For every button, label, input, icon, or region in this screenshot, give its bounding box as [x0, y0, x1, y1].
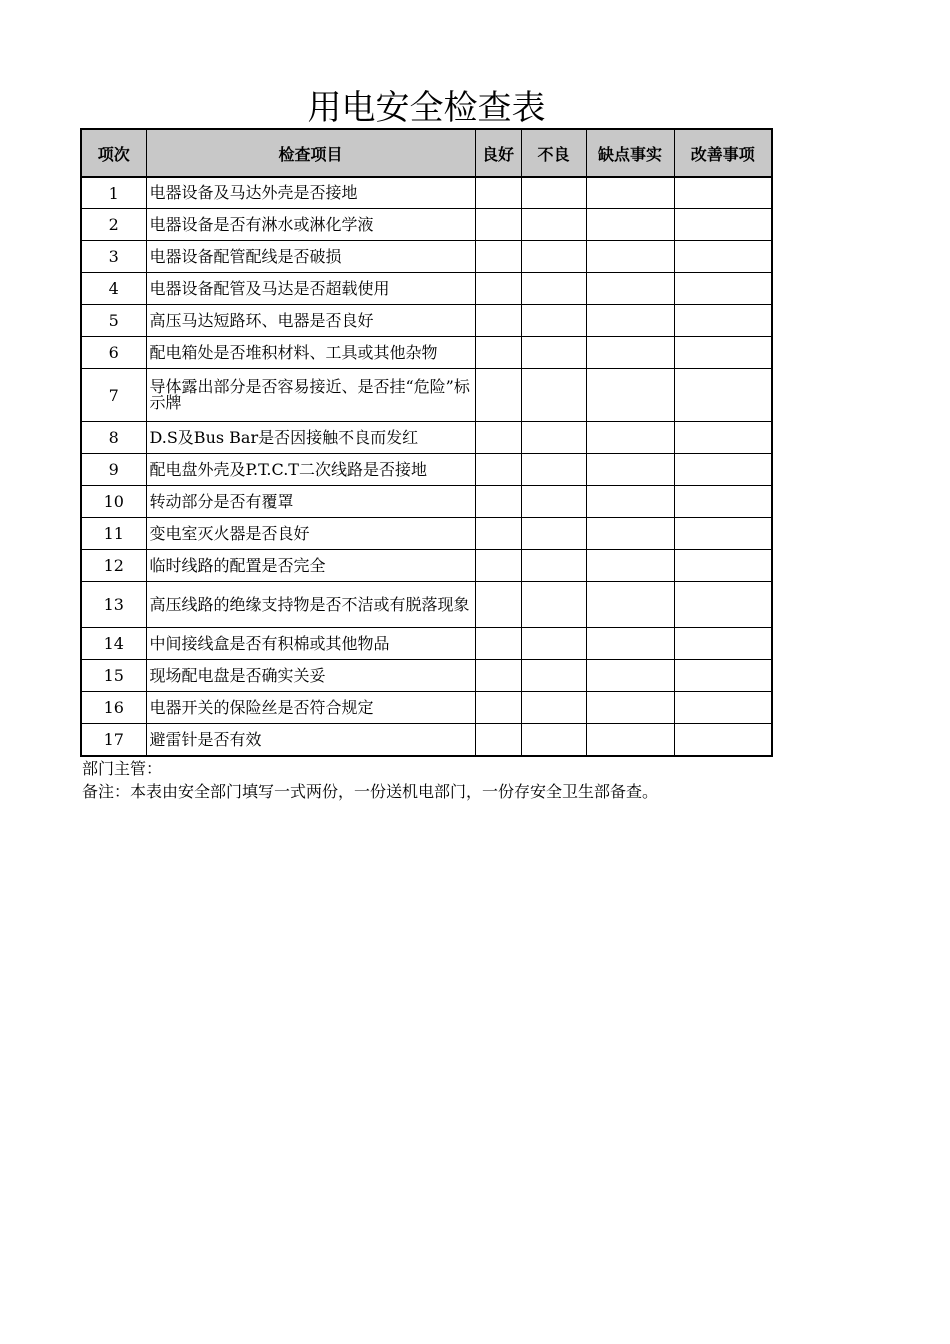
defect-facts-cell[interactable] — [586, 486, 674, 518]
good-cell[interactable] — [475, 209, 521, 241]
bad-cell[interactable] — [521, 628, 586, 660]
good-cell[interactable] — [475, 660, 521, 692]
improvement-cell[interactable] — [674, 582, 772, 628]
good-cell[interactable] — [475, 177, 521, 209]
inspection-table — [80, 128, 773, 757]
table-row — [81, 241, 772, 273]
improvement-cell[interactable] — [674, 177, 772, 209]
table-row — [81, 177, 772, 209]
defect-facts-cell[interactable] — [586, 454, 674, 486]
col-header-item: 检查项目 — [146, 129, 475, 177]
bad-cell[interactable] — [521, 337, 586, 369]
good-cell[interactable] — [475, 305, 521, 337]
defect-facts-cell[interactable] — [586, 369, 674, 422]
table-row — [81, 209, 772, 241]
good-cell[interactable] — [475, 486, 521, 518]
check-item: 导体露出部分是否容易接近、是否挂“危险”标示牌 — [146, 369, 475, 422]
table-row — [81, 369, 772, 422]
good-cell[interactable] — [475, 454, 521, 486]
good-cell[interactable] — [475, 273, 521, 305]
table-row — [81, 518, 772, 550]
header-row — [81, 129, 772, 177]
improvement-cell[interactable] — [674, 273, 772, 305]
bad-cell[interactable] — [521, 422, 586, 454]
defect-facts-cell[interactable] — [586, 724, 674, 757]
check-item: 配电盘外壳及P.T.C.T二次线路是否接地 — [146, 454, 475, 486]
defect-facts-cell[interactable] — [586, 337, 674, 369]
check-item: 高压线路的绝缘支持物是否不洁或有脱落现象 — [146, 582, 475, 628]
table-row — [81, 305, 772, 337]
improvement-cell[interactable] — [674, 692, 772, 724]
row-number: 13 — [81, 582, 146, 628]
check-item: 电器设备是否有淋水或淋化学液 — [146, 209, 475, 241]
bad-cell[interactable] — [521, 209, 586, 241]
table-row — [81, 273, 772, 305]
improvement-cell[interactable] — [674, 628, 772, 660]
defect-facts-cell[interactable] — [586, 273, 674, 305]
page-title: 用电安全检查表 — [307, 88, 546, 128]
bad-cell[interactable] — [521, 550, 586, 582]
improvement-cell[interactable] — [674, 550, 772, 582]
bad-cell[interactable] — [521, 241, 586, 273]
improvement-cell[interactable] — [674, 660, 772, 692]
improvement-cell[interactable] — [674, 454, 772, 486]
row-number: 14 — [81, 628, 146, 660]
improvement-cell[interactable] — [674, 241, 772, 273]
row-number: 4 — [81, 273, 146, 305]
bad-cell[interactable] — [521, 177, 586, 209]
bad-cell[interactable] — [521, 273, 586, 305]
row-number: 5 — [81, 305, 146, 337]
improvement-cell[interactable] — [674, 305, 772, 337]
improvement-cell[interactable] — [674, 369, 772, 422]
bad-cell[interactable] — [521, 369, 586, 422]
good-cell[interactable] — [475, 582, 521, 628]
defect-facts-cell[interactable] — [586, 582, 674, 628]
improvement-cell[interactable] — [674, 724, 772, 757]
table-row — [81, 628, 772, 660]
check-item: 高压马达短路环、电器是否良好 — [146, 305, 475, 337]
bad-cell[interactable] — [521, 518, 586, 550]
good-cell[interactable] — [475, 628, 521, 660]
col-header-no: 项次 — [81, 129, 146, 177]
check-item: 转动部分是否有覆罩 — [146, 486, 475, 518]
row-number: 3 — [81, 241, 146, 273]
col-header-good: 良好 — [475, 129, 521, 177]
footer-note: 备注：本表由安全部门填写一式两份，一份送机电部门，一份存安全卫生部备查。 — [82, 782, 659, 801]
defect-facts-cell[interactable] — [586, 305, 674, 337]
good-cell[interactable] — [475, 550, 521, 582]
table-row — [81, 724, 772, 757]
row-number: 6 — [81, 337, 146, 369]
row-number: 10 — [81, 486, 146, 518]
good-cell[interactable] — [475, 692, 521, 724]
improvement-cell[interactable] — [674, 209, 772, 241]
defect-facts-cell[interactable] — [586, 241, 674, 273]
table-row — [81, 454, 772, 486]
defect-facts-cell[interactable] — [586, 660, 674, 692]
bad-cell[interactable] — [521, 660, 586, 692]
col-header-bad: 不良 — [521, 129, 586, 177]
bad-cell[interactable] — [521, 724, 586, 757]
bad-cell[interactable] — [521, 454, 586, 486]
good-cell[interactable] — [475, 724, 521, 757]
defect-facts-cell[interactable] — [586, 209, 674, 241]
good-cell[interactable] — [475, 422, 521, 454]
row-number: 8 — [81, 422, 146, 454]
row-number: 15 — [81, 660, 146, 692]
defect-facts-cell[interactable] — [586, 518, 674, 550]
table-row — [81, 422, 772, 454]
row-number: 17 — [81, 724, 146, 757]
check-item: 中间接线盒是否有积棉或其他物品 — [146, 628, 475, 660]
defect-facts-cell[interactable] — [586, 422, 674, 454]
improvement-cell[interactable] — [674, 337, 772, 369]
good-cell[interactable] — [475, 518, 521, 550]
row-number: 1 — [81, 177, 146, 209]
defect-facts-cell[interactable] — [586, 550, 674, 582]
bad-cell[interactable] — [521, 692, 586, 724]
check-item: 电器设备及马达外壳是否接地 — [146, 177, 475, 209]
check-item: 现场配电盘是否确实关妥 — [146, 660, 475, 692]
col-header-defect-facts: 缺点事实 — [586, 129, 674, 177]
improvement-cell[interactable] — [674, 422, 772, 454]
defect-facts-cell[interactable] — [586, 628, 674, 660]
row-number: 16 — [81, 692, 146, 724]
col-header-improvement: 改善事项 — [674, 129, 772, 177]
supervisor-label: 部门主管： — [82, 759, 163, 778]
row-number: 9 — [81, 454, 146, 486]
table-row — [81, 660, 772, 692]
row-number: 2 — [81, 209, 146, 241]
check-item: 电器设备配管配线是否破损 — [146, 241, 475, 273]
defect-facts-cell[interactable] — [586, 177, 674, 209]
table-row — [81, 550, 772, 582]
table-row — [81, 582, 772, 628]
check-item: 变电室灭火器是否良好 — [146, 518, 475, 550]
good-cell[interactable] — [475, 241, 521, 273]
defect-facts-cell[interactable] — [586, 692, 674, 724]
row-number: 12 — [81, 550, 146, 582]
check-item: 避雷针是否有效 — [146, 724, 475, 757]
good-cell[interactable] — [475, 369, 521, 422]
bad-cell[interactable] — [521, 305, 586, 337]
check-item: 电器设备配管及马达是否超载使用 — [146, 273, 475, 305]
check-item: 配电箱处是否堆积材料、工具或其他杂物 — [146, 337, 475, 369]
check-item: 临时线路的配置是否完全 — [146, 550, 475, 582]
improvement-cell[interactable] — [674, 518, 772, 550]
bad-cell[interactable] — [521, 486, 586, 518]
table-row — [81, 337, 772, 369]
table-row — [81, 692, 772, 724]
good-cell[interactable] — [475, 337, 521, 369]
row-number: 11 — [81, 518, 146, 550]
improvement-cell[interactable] — [674, 486, 772, 518]
check-item: 电器开关的保险丝是否符合规定 — [146, 692, 475, 724]
table-row — [81, 486, 772, 518]
check-item: D.S及Bus Bar是否因接触不良而发红 — [146, 422, 475, 454]
bad-cell[interactable] — [521, 582, 586, 628]
row-number: 7 — [81, 369, 146, 422]
